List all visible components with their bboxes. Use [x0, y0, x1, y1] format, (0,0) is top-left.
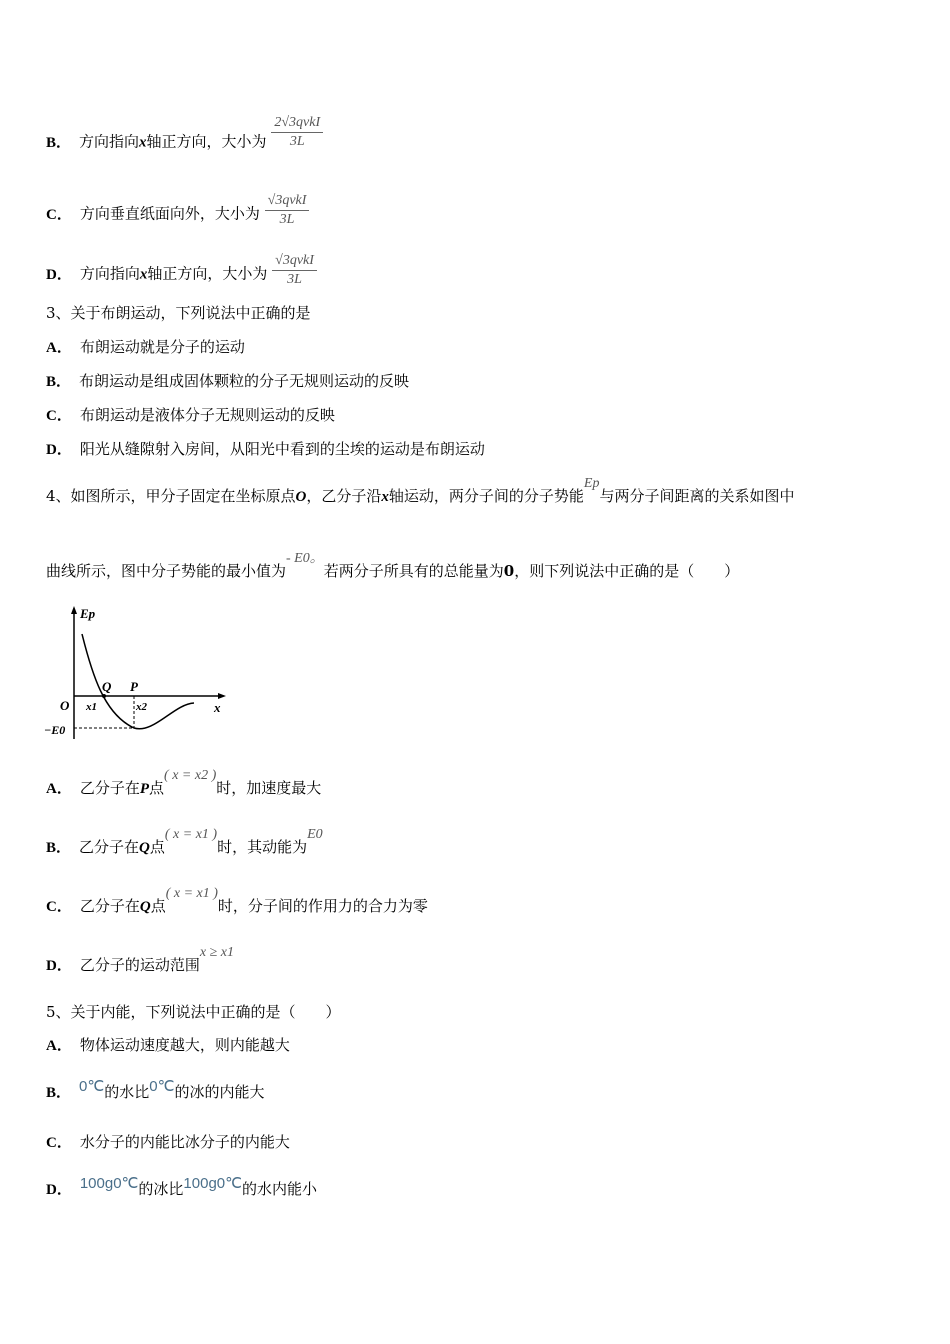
q4-stem-line2: 曲线所示，图中分子势能的最小值为- E0。若两分子所具有的总能量为0，则下列说法中正确的是（ ） [46, 551, 740, 580]
ep-symbol: Ep [583, 476, 600, 491]
x1-label: x1 [86, 701, 97, 713]
origin-label: O [60, 698, 70, 713]
fraction: $\frac{\text{√3qvkI}}{3L}$ [265, 192, 310, 229]
potential-curve [82, 634, 194, 729]
y-axis-label: Ep [80, 606, 96, 621]
q5-stem: 5、关于内能，下列说法中正确的是（ ） [46, 1003, 341, 1021]
point-q-dot [102, 694, 106, 698]
q5-option-a: A． 物体运动速度越大，则内能越大 [46, 1036, 290, 1054]
fraction: $\frac{\text{√3qvkI}}{3L}$ [272, 252, 317, 289]
point-p-label: P [130, 679, 138, 694]
q4-stem-line1: 4、如图所示，甲分子固定在坐标原点O，乙分子沿x轴运动，两分子间的分子势能Ep与两分子间距离的关系如图中 [46, 476, 795, 505]
q3-option-d: D． 阳光从缝隙射入房间，从阳光中看到的尘埃的运动是布朗运动 [46, 440, 485, 458]
min-energy-symbol: - E0。 [286, 551, 324, 566]
q5-option-d: D． 100g0℃的冰比100g0℃的水内能小 [46, 1175, 317, 1198]
q2-option-c: C． 方向垂直纸面向外，大小为 $\frac{\text{√3qvkI}}{3L}$ [46, 196, 309, 233]
q2-option-b: B． 方向指向x轴正方向，大小为 $\frac{\text{2√3qvkI}}{3L}$ [46, 124, 323, 161]
x-axis-label: x [214, 700, 221, 715]
y-axis-arrow [71, 606, 77, 614]
point-q-label: Q [102, 679, 112, 694]
q3-option-c: C． 布朗运动是液体分子无规则运动的反映 [46, 406, 335, 424]
q3-option-a: A． 布朗运动就是分子的运动 [46, 338, 245, 356]
q5-option-b: B． 0℃的水比0℃的冰的内能大 [46, 1078, 265, 1101]
x-axis-arrow [218, 693, 226, 699]
neg-e0-label: −E0 [44, 723, 66, 737]
q4-option-a: A． 乙分子在P点( x = x2 )时，加速度最大 [46, 768, 322, 797]
q2-option-d: D． 方向指向x轴正方向，大小为 $\frac{\text{√3qvkI}}{3L}$ [46, 256, 317, 293]
potential-energy-graph [44, 604, 230, 744]
q5-option-c: C． 水分子的内能比冰分子的内能大 [46, 1133, 290, 1151]
option-label: B． [46, 134, 72, 151]
x2-label: x2 [136, 701, 147, 713]
q3-stem: 3、关于布朗运动，下列说法中正确的是 [46, 304, 311, 322]
q4-option-d: D． 乙分子的运动范围x ≥ x1 [46, 945, 234, 974]
q4-option-b: B． 乙分子在Q点( x = x1 )时，其动能为E0 [46, 827, 323, 856]
fraction: $\frac{\text{2√3qvkI}}{3L}$ [271, 114, 323, 151]
q4-option-c: C． 乙分子在Q点( x = x1 )时，分子间的作用力的合力为零 [46, 886, 428, 915]
q3-option-b: B． 布朗运动是组成固体颗粒的分子无规则运动的反映 [46, 372, 410, 390]
